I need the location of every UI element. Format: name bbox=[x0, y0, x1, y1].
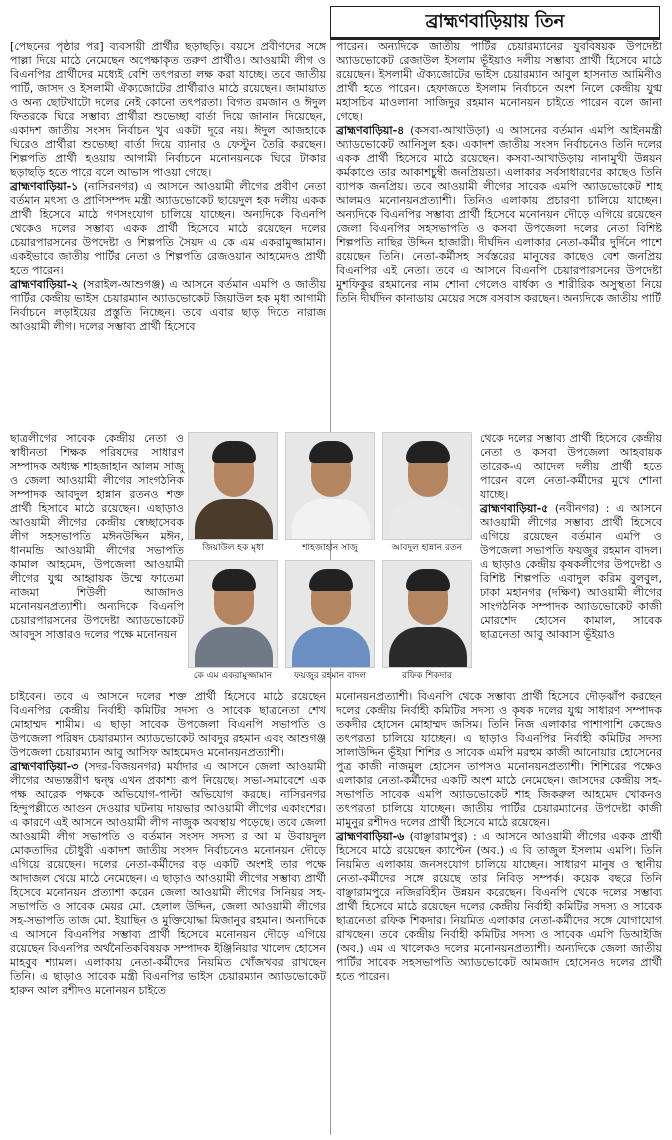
portrait-image bbox=[188, 432, 278, 540]
section-3-heading: ব্রাহ্মণবাড়িয়া-৩ bbox=[10, 760, 79, 773]
photo-card bbox=[188, 432, 278, 554]
photo-card bbox=[285, 432, 375, 554]
left-column-bottom bbox=[10, 690, 326, 998]
section-4-wrap-text: থেকে দলের সম্ভাব্য প্রার্থী হিসেবে কেন্দ্রীয় নেতা ও কসবা উপজেলা আহবায়ক তারেক-এ আদেল দলীয় প্রার্থী হতে পারেন বলে নেতা-কর্মীদের মুখে শোনা যাচ্ছে। bbox=[480, 432, 662, 501]
photo-caption: কে এম একরামুজ্জামান bbox=[193, 671, 273, 681]
section-4 bbox=[336, 124, 662, 306]
section-5-text: (নবীনগর) : এ আসনে আওয়ামী লীগের সম্ভাব্য প্রার্থী হিসেবে এগিয়ে রয়েছেন বর্তমান এমপি ও উপজেলা সভাপতি ফয়জুর রহমান বাদল। এ ছাড়াও কেন্দ্রীয় কৃষকলীগের উপদেষ্টা ও বিশিষ্ট শিল্পপতি এবাদুল করিম বুলবুল, ঢাকা মহানগর (দক্ষিণ) আওয়ামী লীগের সাংগঠনিক সম্পাদক অ্যাডভোকেট কাজী মোরশেদ হোসেন কামাল, সাবেক ছাত্রনেতা আবু আব্বাস ভূঁইয়াও bbox=[480, 502, 662, 641]
portrait-image bbox=[285, 432, 375, 540]
photo-caption: শাহজাহান সাজু bbox=[302, 543, 358, 553]
right-continued-paragraph: পারেন। অন্যদিকে জাতীয় পার্টির চেয়ারম্যানের যুববিষয়ক উপদেষ্টা অ্যাডভোকেট রেজাউল ইসলাম ভূঁইয়াও দলীয় সম্ভাব্য প্রার্থী হিসেবে মাঠে রয়েছেন। ইসলামী ঐক্যজোটের ভাইস চেয়ারম্যান আবুল হাসনাত আমিনীও প্রার্থী হতে পারেন। হেফাজতে ইসলাম নির্বাচনে অংশ নিলে কেন্দ্রীয় যুগ্ম মহাসচিব মাওলানা সাজিদুর রহমান মনোনয়ন চাইতে পারেন বলে জানা গেছে। bbox=[336, 40, 662, 123]
section-6 bbox=[336, 830, 662, 984]
photo-caption: রফিক শিকদার bbox=[402, 671, 452, 681]
section-2 bbox=[10, 278, 326, 334]
intro-paragraph: [পেছনের পৃষ্ঠার পর] ব্যবসায়ী প্রার্থীর ছড়াছড়ি। বয়সে প্রবীণদের সঙ্গে পাল্লা দিয়ে মাঠে নেমেছেন অপেক্ষাকৃত তরুণ প্রার্থীও। আওয়ামী লীগ ও বিএনপির প্রার্থীদের মধ্যেই বেশি তৎপরতা লক্ষ করা যাচ্ছে। তবে জাতীয় পার্টি, জাসদ ও ইসলামী ঐক্যজোটের প্রার্থীরাও মাঠে রয়েছেন। জামায়াত ও অন্য ছোটখাটো দলের নেই কোনো তৎপরতা। বিগত রমজান ও ঈদুল ফিতরকে ঘিরে সম্ভাব্য প্রার্থীরা শুভেচ্ছা বার্তা দিয়ে জানান দিয়েছেন, একাদশ জাতীয় সংসদ নির্বাচন খুব একটা দূরে নয়। ঈদুল আজহাকে ঘিরেও প্রার্থীরা শুভেচ্ছা বার্তা দিয়ে ব্যানার ও ফেস্টুন তৈরি করছেন। শিল্পপতি প্রার্থী হওয়ায় আগামী নির্বাচনে মনোনয়নকে ঘিরে টাকার ছড়াছড়ি হতে পারে বলে আভাস পাওয়া গেছে। bbox=[10, 40, 326, 179]
headline: ব্রাহ্মণবাড়িয়ায় তিন bbox=[330, 6, 660, 38]
left-column-top bbox=[10, 40, 326, 334]
section-5-heading: ব্রাহ্মণবাড়িয়া-৫ bbox=[480, 502, 549, 515]
section-6-text: (বাঞ্ছারামপুর) : এ আসনে আওয়ামী লীগের একক প্রার্থী হিসেবে মাঠে রয়েছেন ক্যাপ্টেন (অব.) এ বি তাজুল ইসলাম এমপি। তিনি নিয়মিত এলাকায় জনসংযোগ চালিয়ে যাচ্ছেন। সাধারণ মানুষ ও স্থানীয় নেতা-কর্মীদের সঙ্গে রয়েছে তার নিবিড় সম্পর্ক। কয়েক বছরে তিনি বাঞ্ছারামপুরে নজিরবিহীন উন্নয়ন করেছেন। বিএনপি থেকে দলের সম্ভাব্য প্রার্থী হিসেবে মাঠে রয়েছেন দলের কেন্দ্রীয় নির্বাহী কমিটির সদস্য ও সাবেক ছাত্রনেতা রফিক শিকদার। নিয়মিত এলাকার নেতা-কর্মীদের সঙ্গে যোগাযোগ রাখছেন। তবে কেন্দ্রীয় নির্বাহী কমিটির সদস্য ও সাবেক এমপি ডিআইজি (অব.) এম এ খালেকও দলের মনোনয়নপ্রত্যাশী। অন্যদিকে জেলা জাতীয় পার্টির সাবেক সহসভাপতি অ্যাডভোকেট আমজাদ হোসেনও দলের প্রার্থী হতে পারেন। bbox=[336, 830, 662, 983]
section-6-heading: ব্রাহ্মণবাড়িয়া-৬ bbox=[336, 830, 405, 843]
section-5 bbox=[480, 502, 662, 642]
photo-card bbox=[382, 432, 472, 554]
left-wrap-text bbox=[10, 432, 184, 642]
portrait-image bbox=[285, 560, 375, 668]
section-2-wrap-text: ছাত্রলীগের সাবেক কেন্দ্রীয় নেতা ও স্বাধীনতা শিক্ষক পরিষদের সাধারণ সম্পাদক অধ্যক্ষ শাহজাহান আলম সাজু ও জেলা আওয়ামী লীগের সাংগঠনিক সম্পাদক আবদুল হান্নান রতনও শক্ত প্রার্থী হিসাবে মাঠে রয়েছেন। এছাড়াও আওয়ামী লীগের কেন্দ্রীয় স্বেচ্ছাসেবক লীগ সহসভাপতি মঈনউদ্দিন মঈন, ধানমন্ডি আওয়ামী লীগের সভাপতি কামাল আহমেদ, উপজেলা আওয়ামী লীগের যুগ্ম আহ্বায়ক উম্মে ফাতেমা নাজমা শিউলী আজাদও মনোনয়নপ্রত্যাশী। অন্যদিকে বিএনপি চেয়ারপারসনের উপদেষ্টা অ্যাডভোকেট আবদুস সাত্তারও দলের পক্ষে মনোনয়ন bbox=[10, 432, 184, 641]
section-1 bbox=[10, 180, 326, 278]
photo-card bbox=[382, 560, 472, 682]
section-1-text: (নাসিরনগর) এ আসনে আওয়ামী লীগের প্রবীণ নেতা বর্তমান মৎস্য ও প্রাণিসম্পদ মন্ত্রী অ্যাডভোকেট ছায়েদুল হক দলীয় একক প্রার্থী হিসেবে মাঠে গণসংযোগ চালিয়ে যাচ্ছেন। অন্যদিকে বিএনপি থেকেও দলের সম্ভাব্য একক প্রার্থী হিসেবে মাঠে রয়েছেন দলের চেয়ারপারসনের উপদেষ্টা ও শিল্পপতি সৈয়দ এ কে এম একরামুজ্জামান। একইভাবে জাতীয় পার্টির নেতা ও শিল্পপতি রেজওয়ান আহমেদও প্রার্থী হতে পারেন। bbox=[10, 180, 326, 277]
section-4-text: (কসবা-আখাউড়া) এ আসনের বর্তমান এমপি আইনমন্ত্রী অ্যাডভোকেট আনিসুল হক। একাদশ জাতীয় সংসদ নির্বাচনেও তিনি দলের একক প্রার্থী হিসেবে মাঠে রয়েছেন। কসবা-আখাউড়ায় নানামুখী উন্নয়ন কর্মকাণ্ডে তার আকাশচুম্বী জনপ্রিয়তা। এলাকার সর্বসাধারণের কাছেও তিনি ব্যাপক জনপ্রিয়। তবে আওয়ামী লীগের সাবেক এমপি অ্যাডভোকেট শাহ আলমও মনোনয়নপ্রত্যাশী। তিনিও এলাকায় প্রচারণা চালিয়ে যাচ্ছেন। অন্যদিকে বিএনপির সম্ভাব্য প্রার্থী হিসেবে মনোনয়ন দৌড়ে এগিয়ে রয়েছেন জেলা বিএনপির সহসভাপতি ও কসবা উপজেলা দলের নেতা বিশিষ্ট শিল্পপতি নাছির উদ্দিন হাজারী। দীর্ঘদিন এলাকার নেতা-কর্মীর দুর্দিনে পাশে রয়েছেন তিনি। নেতা-কর্মীসহ সর্বস্তরের মানুষের কাছেও বেশ জনপ্রিয় বিএনপির এই নেতা। তবে এ আসনে বিএনপি চেয়ারপারসনের উপদেষ্টা মুশফিকুর রহমানের নাম শোনা গেলেও বার্ধক্য ও শারীরিক অসুস্থতা নিয়ে তিনি দীর্ঘদিন কানাডায় মেয়ের সঙ্গে বসবাস করছেন। অন্যদিকে জাতীয় পার্টি bbox=[336, 124, 662, 305]
section-2-continued: চাইবেন। তবে এ আসনে দলের শক্ত প্রার্থী হিসেবে মাঠে রয়েছেন বিএনপির কেন্দ্রীয় নির্বাহী কমিটির সদস্য ও সাবেক ছাত্রনেতা শেখ মোহাম্মদ শামীম। এ ছাড়া সাবেক উপজেলা বিএনপি সভাপতি ও উপজেলা পরিষদ চেয়ারম্যান অ্যাডভোকেট আবদুর রহমান এবং আশুগঞ্জ উপজেলা চেয়ারম্যান আবু আসিফ আহমেদও মনোনয়নপ্রত্যাশী। bbox=[10, 690, 326, 759]
section-3-text: (সদর-বিজয়নগর) মর্যাদার এ আসনে জেলা আওয়ামী লীগের অভ্যন্তরীণ দ্বন্দ্ব এখন প্রকাশ্য রূপ নিয়েছে। সভা-সমাবেশে এক পক্ষ আরেক পক্ষকে অভিযোগ-পাল্টা অভিযোগ করছে। নাসিরনগর হিন্দুপল্লীতে আগুন দেওয়ার ঘটনায় দায়ভার আওয়ামী লীগের একাংশের। এ কারণে এই আসনে আওয়ামী লীগ নাজুক অবস্থায় পড়েছে। তবে জেলা আওয়ামী লীগ সভাপতি ও বর্তমান সংসদ সদস্য র আ ম উবায়দুল মোকতাদির চৌধুরী একাদশ জাতীয় সংসদ নির্বাচনেও মনোনয়ন দৌড়ে এগিয়ে রয়েছেন। দলের নেতা-কর্মীদের বড় একটি অংশই তার পক্ষে আদাজল খেয়ে মাঠে নেমেছেন। এ ছাড়াও আওয়ামী লীগের সম্ভাব্য প্রার্থী হিসেবে মনোনয়ন প্রত্যাশা করেন জেলা আওয়ামী লীগের সিনিয়র সহ-সভাপতি ও সাবেক মেয়র মো. হেলাল উদ্দিন, জেলা আওয়ামী লীগের সহ-সভাপতি তাজ মো. ইয়াছিন ও মুক্তিযোদ্ধা মিজানুর রহমান। অন্যদিকে এ আসনে বিএনপির সম্ভাব্য প্রার্থী হিসেবে মনোনয়ন দৌড়ে এগিয়ে রয়েছেন বিএনপির অর্থনৈতিকবিষয়ক সম্পাদক ইঞ্জিনিয়ার খালেদ হোসেন মাহবুব শ্যামল। এলাকায় নেতা-কর্মীদের নিয়মিত খোঁজখবর রাখছেন তিনি। এ ছাড়াও সাবেক মন্ত্রী বিএনপির ভাইস চেয়ারম্যান অ্যাডভোকেট হারুন আল রশীদও মনোনয়ন চাইতে bbox=[10, 760, 326, 997]
photo-caption: জিয়াউল হক মৃধা bbox=[202, 543, 264, 553]
section-4-heading: ব্রাহ্মণবাড়িয়া-৪ bbox=[336, 124, 405, 137]
section-3 bbox=[10, 760, 326, 998]
portrait-image bbox=[382, 432, 472, 540]
section-2-heading: ব্রাহ্মণবাড়িয়া-২ bbox=[10, 278, 79, 291]
portrait-image bbox=[382, 560, 472, 668]
photo-card bbox=[285, 560, 375, 682]
portrait-image bbox=[188, 560, 278, 668]
photo-card bbox=[188, 560, 278, 682]
section-2-text: (সরাইল-আশুগঞ্জ) এ আসনে বর্তমান এমপি ও জাতীয় পার্টির কেন্দ্রীয় ভাইস চেয়ারম্যান অ্যাডভোকেট জিয়াউল হক মৃধা আগামী নির্বাচনে লড়াইয়ের প্রস্তুতি নিচ্ছেন। তবে এবার ছাড় দিতে নারাজ আওয়ামী লীগ। দলের সম্ভাব্য প্রার্থী হিসেবে bbox=[10, 278, 326, 333]
section-1-heading: ব্রাহ্মণবাড়িয়া-১ bbox=[10, 180, 79, 193]
photo-caption: আবদুল হান্নান রতন bbox=[391, 543, 463, 553]
photo-caption: ফয়জুর রহমান বাদল bbox=[293, 671, 367, 681]
candidate-photo-grid bbox=[188, 432, 474, 690]
right-wrap-text bbox=[480, 432, 662, 642]
right-column-top bbox=[336, 40, 662, 306]
right-column-bottom bbox=[336, 690, 662, 984]
section-5-continued: মনোনয়নপ্রত্যাশী। বিএনপি থেকে সম্ভাব্য প্রার্থী হিসেবে দৌড়ঝাঁপ করছেন দলের কেন্দ্রীয় নির্বাহী কমিটির সদস্য ও কৃষক দলের যুগ্ম সাধারণ সম্পাদক তকদীর হোসেন মোহাম্মদ জসিম। তিনি নিজ এলাকার পাশাপাশি কেন্দ্রেও তৎপরতা চালিয়ে যাচ্ছেন। এ ছাড়াও বিএনপির নির্বাহী কমিটির সদস্য সালাউদ্দিন ভূঁইয়া শিশির ও সাবেক এমপি মরহুম কাজী আনোয়ার হোসেনের পুত্র কাজী নাজমুল হোসেন তাপসও মনোনয়নপ্রত্যাশী। শিশিরের পক্ষেও এলাকার নেতা-কর্মীদের একটি অংশ মাঠে নেমেছেন। জাসদের কেন্দ্রীয় সহ-সভাপতি সাবেক এমপি অ্যাডভোকেট শাহ জিকরুল আহমেদ খোকনও তৎপরতা চালিয়ে যাচ্ছেন। জাতীয় পার্টির চেয়ারম্যানের উপদেষ্টা কাজী মামুনুর রশীদও দলের প্রার্থী হিসেবে মাঠে রয়েছেন। bbox=[336, 690, 662, 829]
